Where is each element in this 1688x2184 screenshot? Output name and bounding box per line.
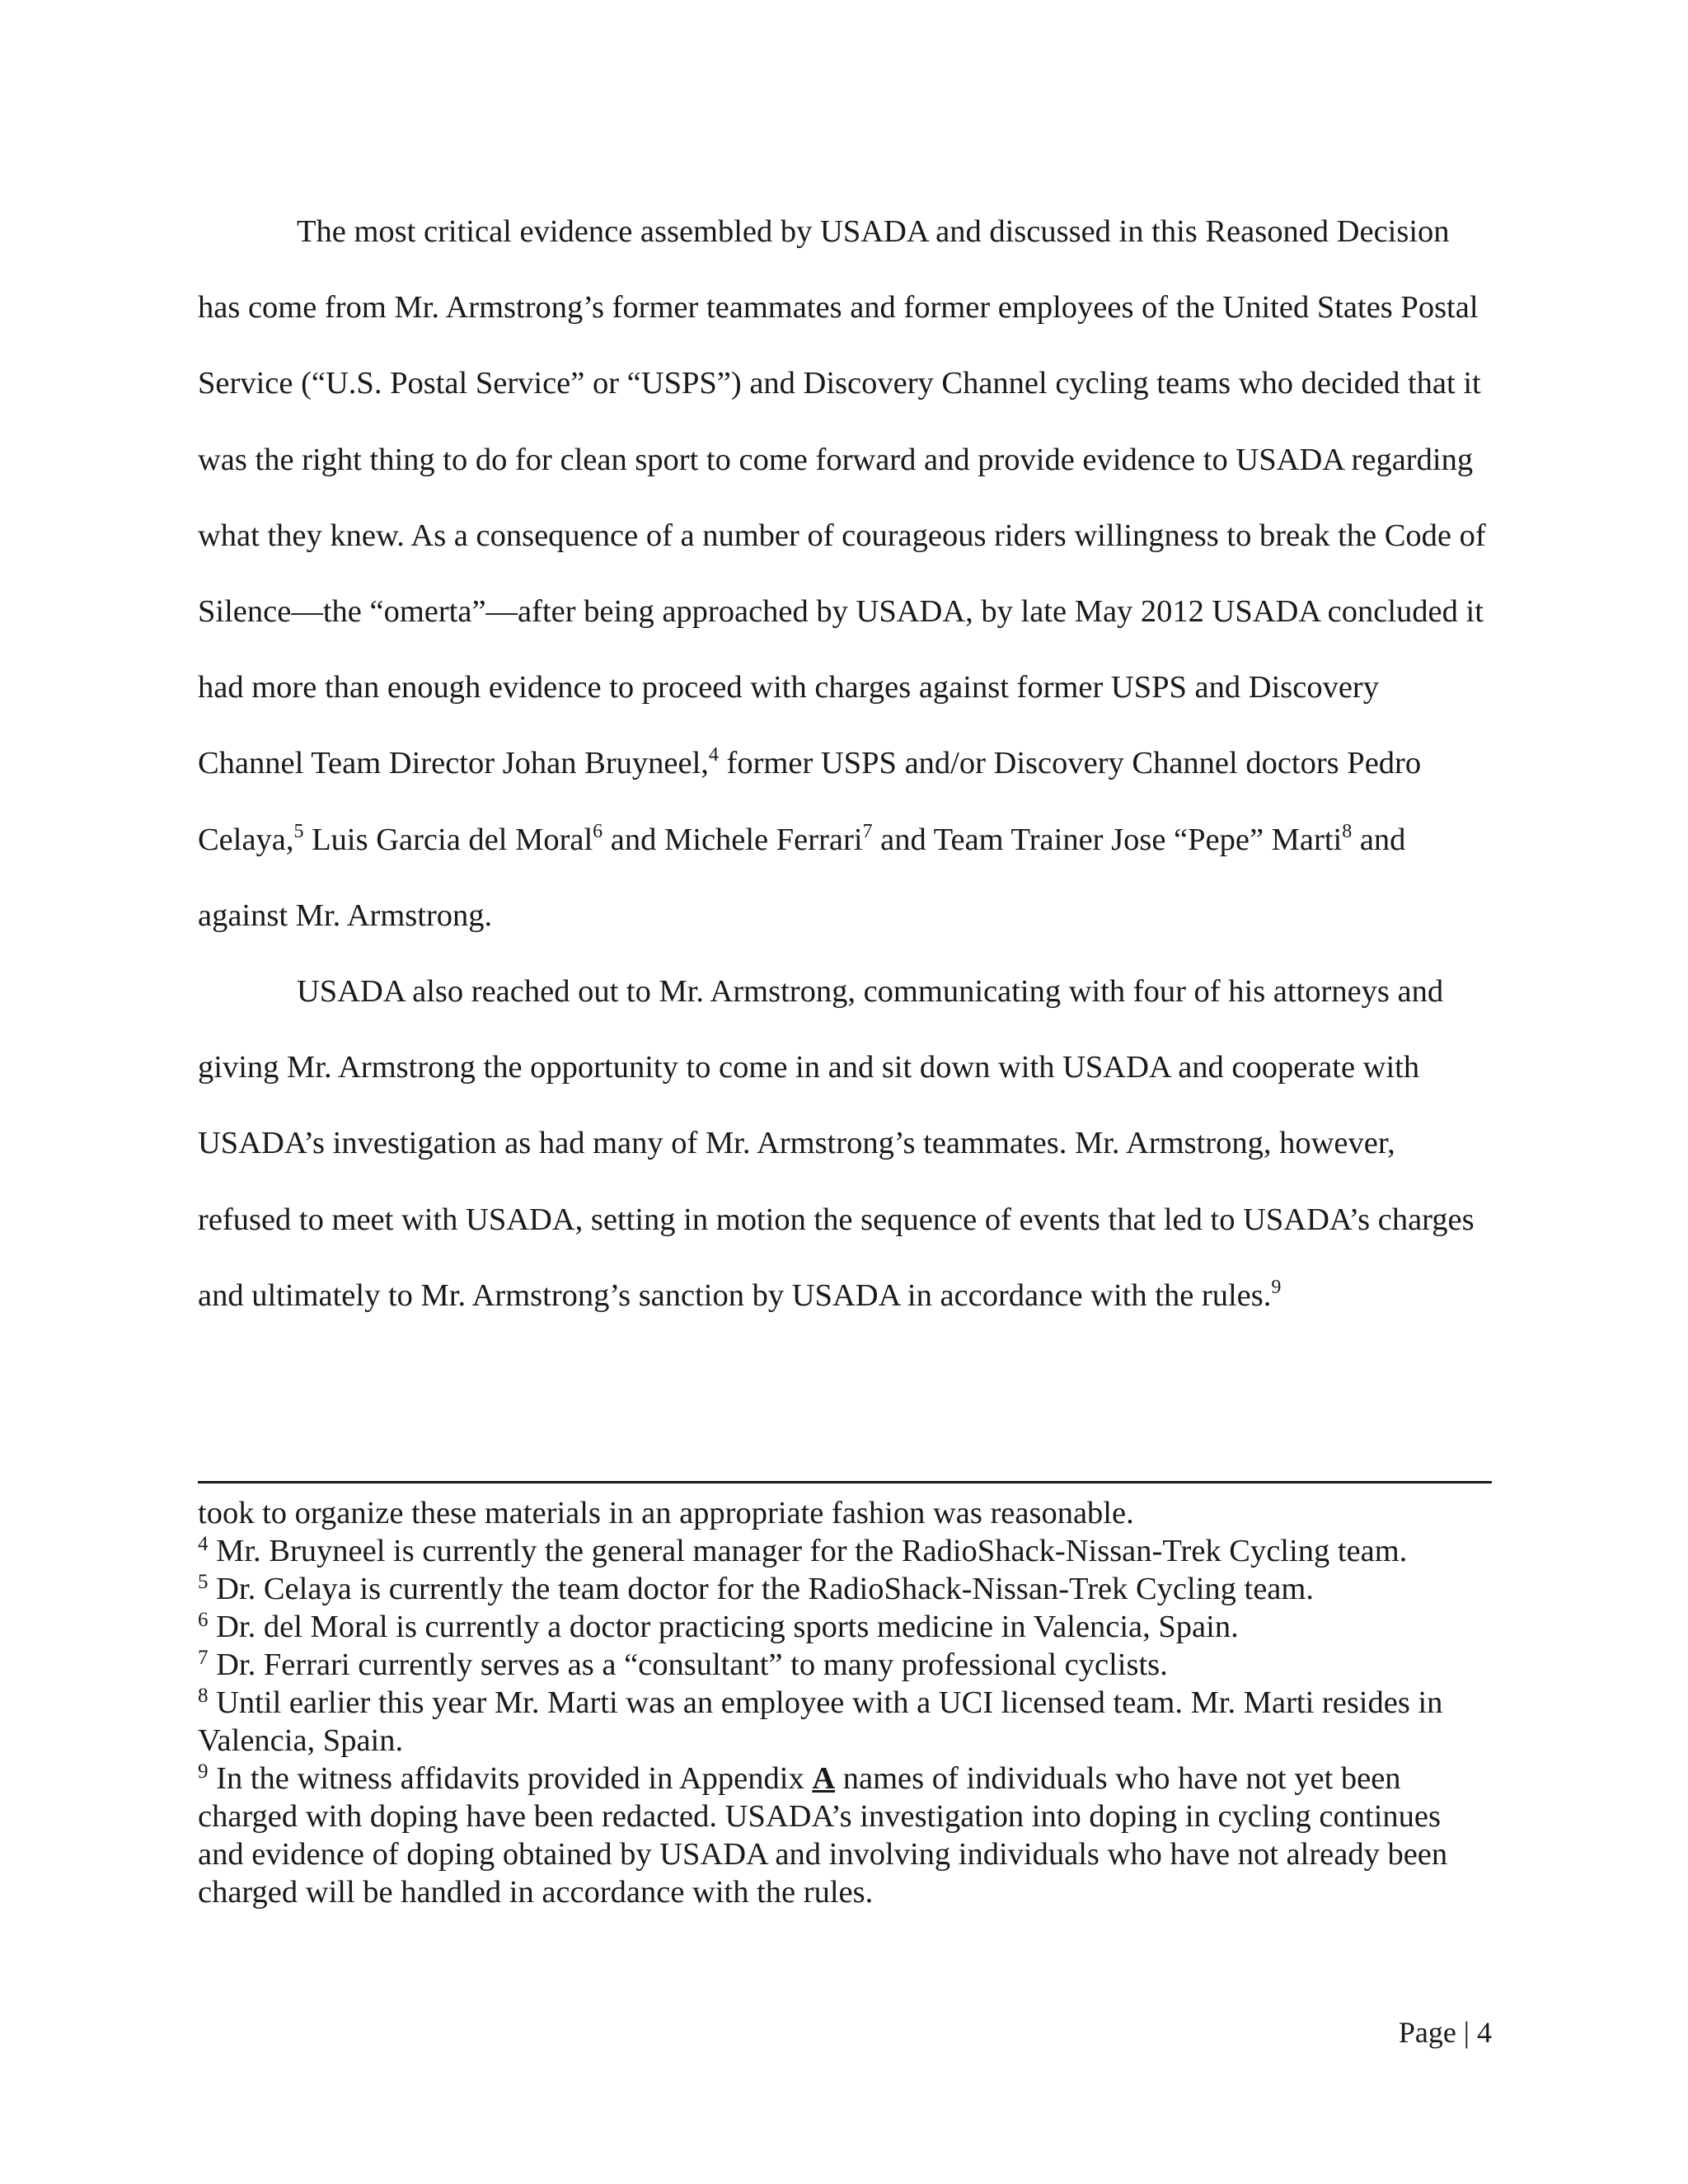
footnote-ref-8: 8 [1342, 820, 1353, 842]
footnote-text: Dr. Ferrari currently serves as a “consultant” to many professional cyclists. [208, 1647, 1168, 1682]
paragraph-1-text-e: and Team Trainer Jose “Pepe” Marti [872, 822, 1343, 857]
paragraph-1-text-a: The most critical evidence assembled by USADA and discussed in this Reasoned Decision has come from Mr. Armstrong’s former teammates and former employees of the United States Postal Service (“U.S. Postal Service” or “USPS”) and Discovery Channel cycling teams who decided that it was the right thing to do for clean sport to come forward and provide evidence to USADA regarding what they knew. As a consequence of a number of courageous riders willingness to break the Code of Silence—the “omerta”—after being approached by USADA, by late May 2012 USADA concluded it had more than enough evidence to proceed with charges against former USPS and Discovery Channel Team Director Johan Bruyneel, [198, 214, 1486, 781]
footnote-9 [198, 1760, 1492, 1911]
footnote-number: 9 [198, 1760, 209, 1783]
footnote-continuation: took to organize these materials in an appropriate fashion was reasonable. [198, 1496, 1134, 1530]
footnote-ref-6: 6 [593, 820, 603, 842]
footnote-5 [198, 1570, 1492, 1608]
paragraph-1-text-d: and Michele Ferrari [603, 822, 863, 857]
paragraph-2 [198, 954, 1492, 1333]
footnote-text: Dr. del Moral is currently a doctor practicing sports medicine in Valencia, Spain. [208, 1610, 1239, 1644]
paragraph-1 [198, 194, 1492, 954]
footnote-number: 7 [198, 1647, 209, 1669]
footnote-separator [198, 1481, 1492, 1483]
paragraph-2-text: USADA also reached out to Mr. Armstrong, communicating with four of his attorneys and giving Mr. Armstrong the opportunity to come in and sit down with USADA and cooperate with USADA’s investigation as had many of Mr. Armstrong’s teammates. Mr. Armstrong, however, refused to meet with USADA, setting in motion the sequence of events that led to USADA’s charges and ultimately to Mr. Armstrong’s sanction by USADA in accordance with the rules. [198, 974, 1475, 1313]
footnote-number: 8 [198, 1685, 209, 1707]
footnote-6 [198, 1608, 1492, 1646]
footnote-ref-9: 9 [1271, 1276, 1282, 1298]
footnote-number: 6 [198, 1609, 209, 1631]
footnote-text: In the witness affidavits provided in Appendix [208, 1761, 813, 1796]
body-text [198, 194, 1492, 1333]
paragraph-1-text-c: Luis Garcia del Moral [303, 822, 593, 857]
footnote-ref-4: 4 [708, 744, 719, 766]
paragraph-1-text-f: and against Mr. Armstrong. [198, 822, 1406, 933]
appendix-reference: A [812, 1761, 836, 1796]
footnote-7 [198, 1646, 1492, 1684]
footnote-text: names of individuals who have not yet been charged with doping have been redacted. USADA’s investigation into doping in cycling continues and evidence of doping obtained by USADA and involving individuals who have not already been charged will be handled in accordance with the rules. [198, 1761, 1448, 1910]
page-number: Page | 4 [1398, 2016, 1492, 2049]
footnote-text: Mr. Bruyneel is currently the general manager for the RadioShack-Nissan-Trek Cycling team. [208, 1534, 1408, 1568]
footnote-text: Dr. Celaya is currently the team doctor for the RadioShack-Nissan-Trek Cycling team. [208, 1572, 1314, 1606]
footnotes [198, 1494, 1492, 1911]
paragraph-1-text-b: former USPS and/or Discovery Channel doctors Pedro Celaya, [198, 746, 1422, 857]
footnote-number: 5 [198, 1571, 209, 1593]
footnote-text: Until earlier this year Mr. Marti was an employee with a UCI licensed team. Mr. Marti resides in Valencia, Spain. [198, 1685, 1443, 1758]
footnote-ref-7: 7 [862, 820, 873, 842]
footnote-ref-5: 5 [293, 820, 304, 842]
footnote-4 [198, 1532, 1492, 1570]
footnote-8 [198, 1684, 1492, 1760]
footnote-number: 4 [198, 1533, 209, 1555]
